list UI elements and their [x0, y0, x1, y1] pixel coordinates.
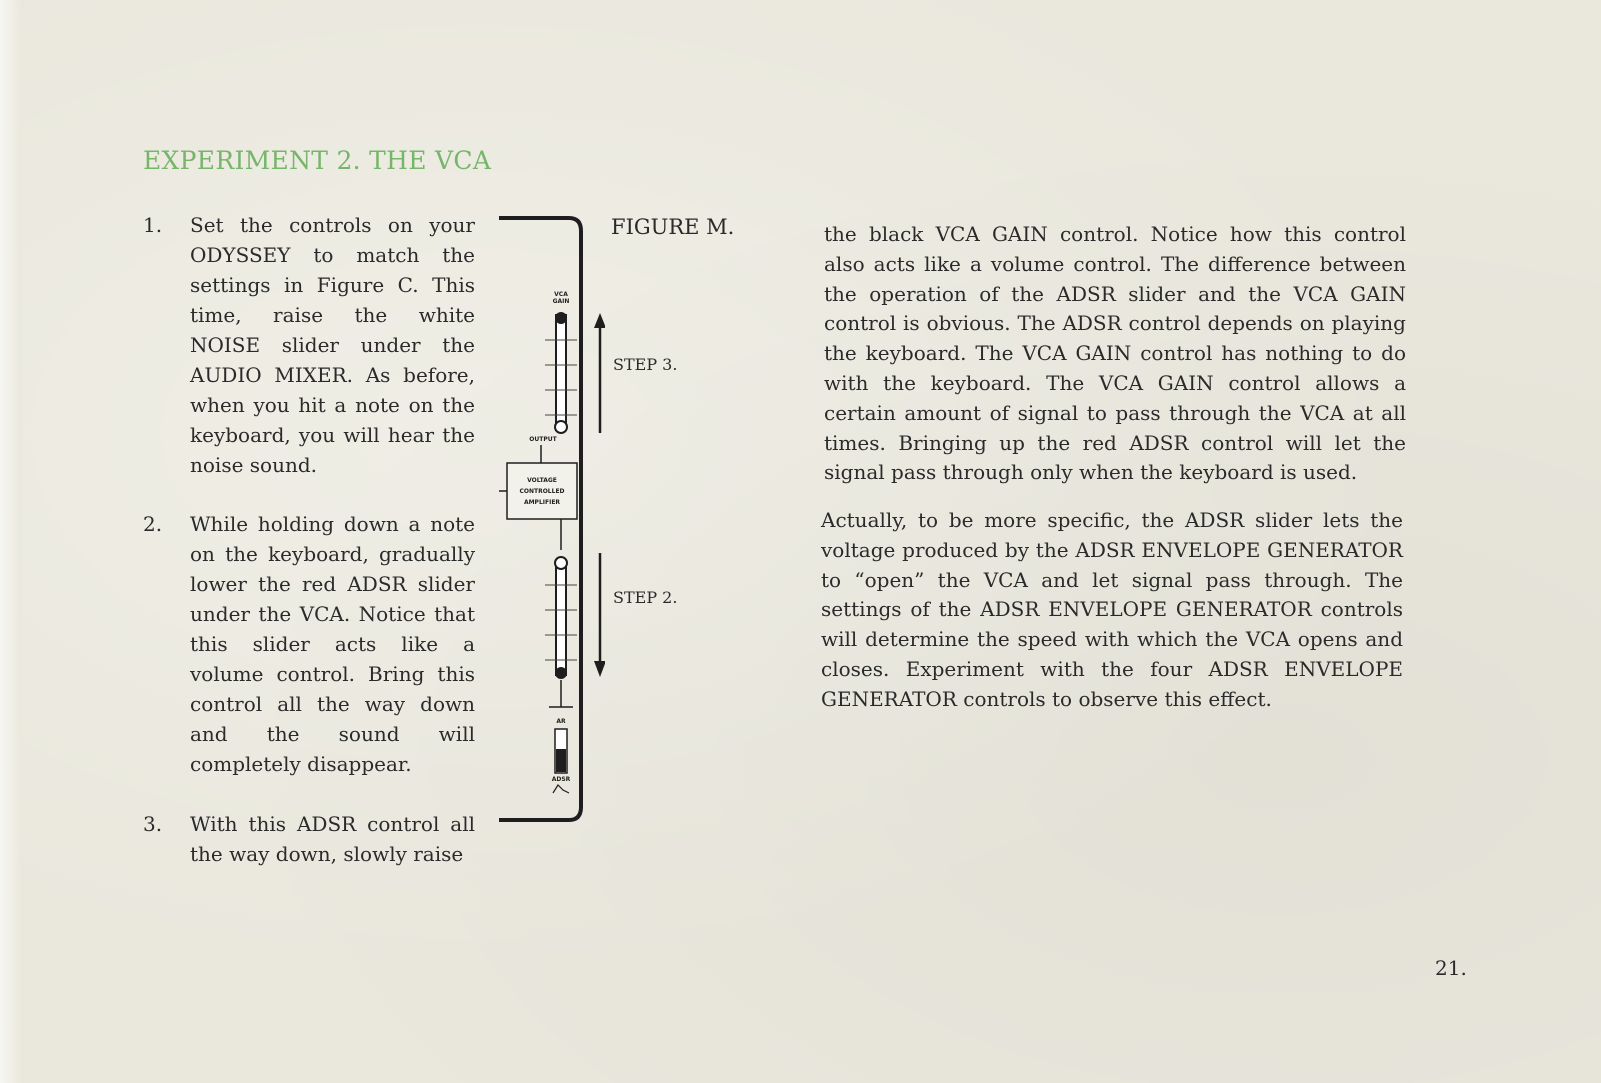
paragraph-1: the black VCA GAIN control. Notice how this control also acts like a volume control. The difference between the operation of the ADSR slider and the VCA GAIN control is obvious. The ADSR control depends on playing the keyboard. The VCA GAIN control has nothing to do with the keyboard. The VCA GAIN control allows a certain amount of signal to pass through the VCA at all times. Bringing up the red ADSR control will let the signal pass through only when the keyboard is used.	[824, 222, 1406, 485]
down-arrow	[594, 553, 605, 677]
step-number: 1.	[143, 213, 163, 237]
output-label: OUTPUT	[529, 436, 557, 443]
adsr-label: ADSR	[551, 776, 571, 783]
paragraph-2: Actually, to be more specific, the ADSR slider lets the voltage produced by the ADSR ENVELOPE GENERATOR to “open” the VCA and let signal pass through. The settings of the ADSR ENVELOPE GENERATOR controls will determine the speed with which the VCA opens and closes. Experiment with the four ADSR ENVELOPE GENERATOR controls to observe this effect.	[821, 508, 1403, 711]
vca-gain-slider	[545, 312, 577, 433]
module-line-2: CONTROLLED	[519, 488, 565, 495]
up-arrow	[594, 313, 605, 433]
page-edge	[0, 0, 22, 1083]
vca-gain-label-2: GAIN	[552, 298, 570, 305]
envelope-icon	[553, 785, 569, 793]
page-number: 21.	[1435, 956, 1467, 980]
ar-adsr-switch	[555, 729, 567, 773]
step-number: 2.	[143, 512, 163, 536]
figure-label: FIGURE M.	[611, 215, 735, 239]
adsr-slider	[545, 557, 577, 679]
step-text: Set the controls on your ODYSSEY to match the settings in Figure C. This time, raise the white NOISE slider under the AUDIO MIXER. As before, when you hit a note on the keyboard, you will hear the noise sound.	[190, 213, 475, 477]
step-text: With this ADSR control all the way down, slowly raise	[190, 812, 475, 866]
step-2-label: STEP 2.	[613, 588, 678, 607]
step-number: 3.	[143, 812, 163, 836]
figure-m-diagram	[495, 215, 605, 830]
experiment-heading: EXPERIMENT 2. THE VCA	[143, 146, 492, 175]
step-text: While holding down a note on the keyboard, gradually lower the red ADSR slider under the VCA. Notice that this slider acts like a volume control. Bring this control all the way down and the sound will completely disappear.	[190, 512, 475, 776]
module-line-1: VOLTAGE	[527, 477, 557, 484]
vca-gain-label-1: VCA	[554, 291, 568, 298]
step-3-label: STEP 3.	[613, 355, 678, 374]
module-line-3: AMPLIFIER	[523, 499, 561, 506]
ar-label: AR	[556, 718, 566, 725]
